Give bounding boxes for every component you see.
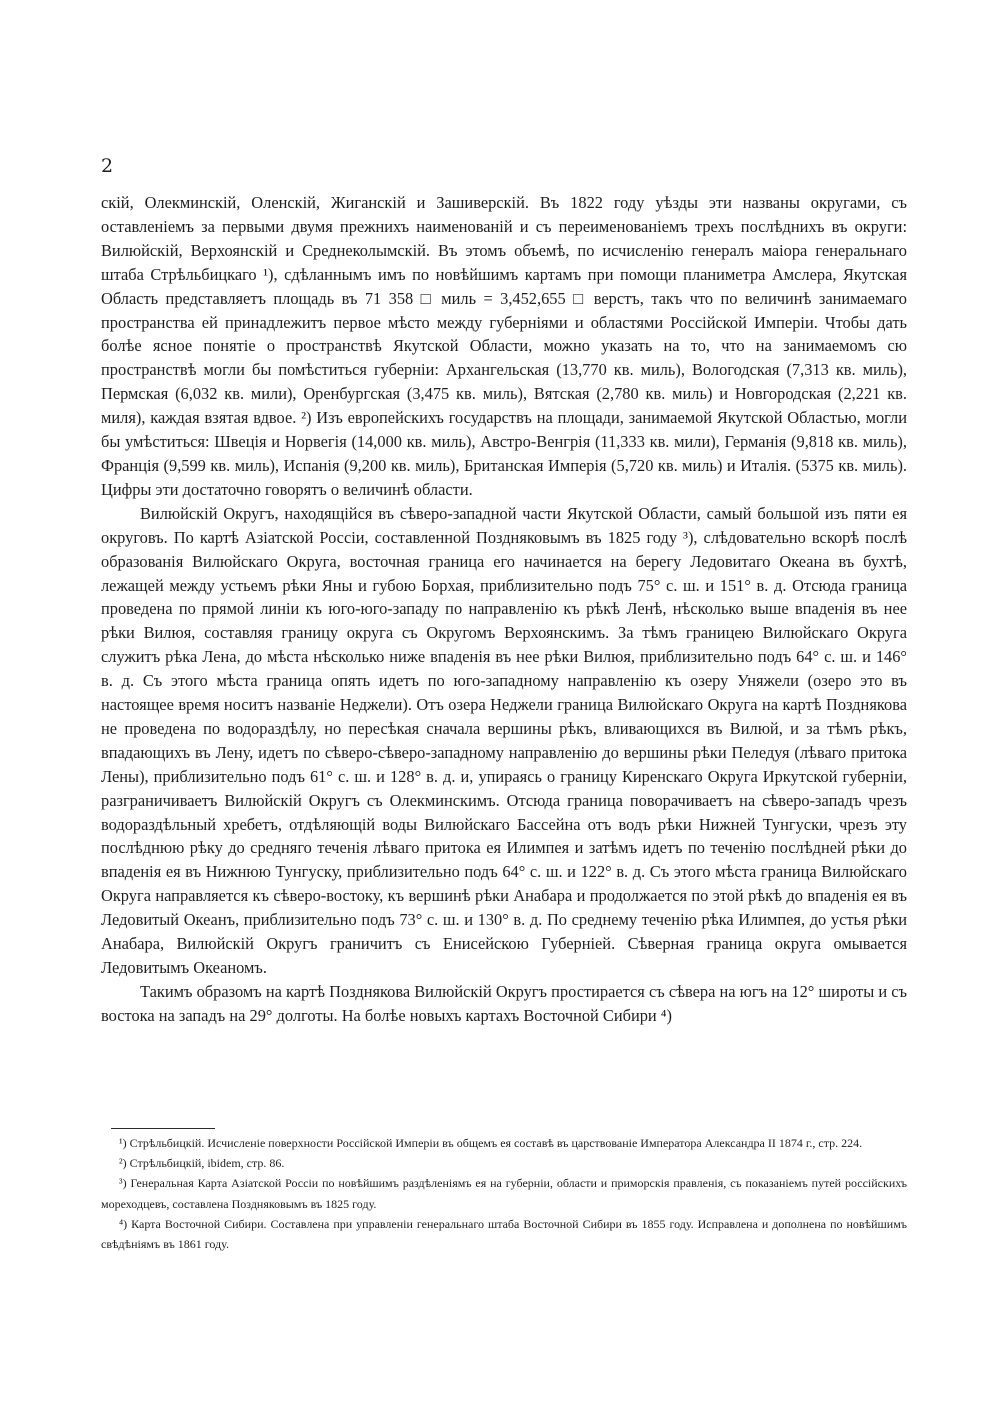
footnote-1: ¹) Стрѣльбицкій. Исчисленіе поверхности Россійской Имперіи въ общемъ ея составѣ въ царствованіе Императора Александра II 1874 г., стр. 224. [119,1136,863,1150]
paragraph-3: Такимъ образомъ на картѣ Позднякова Вилюйскій Округъ простирается съ сѣвера на югъ на 12° широты и съ востока на западъ на 29° долготы. На болѣе новыхъ картахъ Восточной Сибири ⁴) [101,981,907,1025]
footnote-2: ²) Стрѣльбицкій, ibidem, стр. 86. [119,1156,285,1171]
footnote-4: ⁴) Карта Восточной Сибири. Составлена при управленіи генеральнаго штаба Восточной Сибири въ 1855 году. Исправлена и дополнена по новѣйшимъ свѣдѣніямъ въ 1861 году. [101,1216,907,1252]
paragraph-2: Вилюйскій Округъ, находящійся въ сѣверо-западной части Якутской Области, самый большой изъ пяти ея округовъ. По картѣ Азіатской Россіи, составленной Поздняковымъ въ 1825 году ³), слѣдовательно вскорѣ послѣ образованія Вилюйскаго Округа, восточная граница его начинается на берегу Ледовитаго Океана въ бухтѣ, лежащей между устьемъ рѣки Яны и губою Борхая, приблизительно подъ 75° с. ш. и 151° в. д. Отсюда граница проведена по прямой линіи къ юго-юго-западу по направленію къ рѣкѣ Ленѣ, нѣсколько выше впаденія въ нее рѣки Вилюя, составляя границу округа съ Округомъ Верхоянскимъ. За тѣмъ границею Вилюйскаго Округа служитъ рѣка Лена, до мѣста нѣсколько ниже впаденія въ нее рѣки Вилюя, приблизительно подъ 64° с. ш. и 146° в. д. Съ этого мѣста граница опять идетъ по юго-западному направленію къ озеру Уняжели (озеро это въ настоящее время носитъ названіе Неджели). Отъ озера Неджели граница Вилюйскаго Округа на картѣ Позднякова не проведена по водораздѣлу, но пересѣкая сначала вершины рѣкъ, вливающихся въ Вилюй, и за тѣмъ рѣкъ, впадающихъ въ Лену, идетъ по сѣверо-сѣверо-западному направленію до вершины рѣки Пеледуя (лѣваго притока Лены), приблизительно подъ 61° с. ш. и 128° в. д. и, упираясь о границу Киренскаго Округа Иркутской губерніи, разграничиваетъ Вилюйскій Округъ съ Олекминскимъ. Отсюда граница поворачиваетъ на сѣверо-западъ чрезъ водораздѣльный хребетъ, отдѣляющій воды Вилюйскаго Бассейна отъ водъ рѣки Нижней Тунгуски, чрезъ эту послѣднюю рѣку до средняго теченія лѣваго притока ея Илимпея и затѣмъ идетъ по теченію послѣдней рѣки до впаденія ея въ Нижнюю Тунгуску, приблизительно подъ 64° с. ш. и 122° в. д. Съ этого мѣста граница Вилюйскаго Округа направляется къ сѣверо-востоку, къ вершинѣ рѣки Анабара и продолжается по этой рѣкѣ до впаденія ея въ Ледовитый Океанъ, приблизительно подъ 73° с. ш. и 130° в. д. По среднему теченію рѣка Илимпея, до устья рѣки Анабара, Вилюйскій Округъ граничитъ съ Енисейскою Губерніей. Сѣверная граница округа омывается Ледовитымъ Океаномъ. [101,503,907,977]
body-text [101,191,907,1028]
footnotes [101,1133,907,1254]
footnote-3: ³) Генеральная Карта Азіатской Россіи по новѣйшимъ раздѣленіямъ ея на губерніи, области и приморскія правленія, съ показаніемъ путей россійскихъ мореходцевъ, составлена Поздняковымъ въ 1825 году. [101,1176,907,1211]
paragraph-1: скій, Олекминскій, Оленскій, Жиганскій и Зашиверскій. Въ 1822 году уѣзды эти названы округами, съ оставленіемъ за первыми двумя прежнихъ наименованій и съ переименованіемъ трехъ послѣднихъ въ округи: Вилюйскій, Верхоянскій и Среднеколымскій. Въ этомъ объемѣ, по исчисленію генералъ маіора генеральнаго штаба Стрѣльбицкаго ¹), сдѣланнымъ имъ по новѣйшимъ картамъ при помощи планиметра Амслера, Якутская Область представляетъ площадь въ 71 358 □ миль = 3,452,655 □ верстъ, такъ что по величинѣ занимаемаго пространства ей принадлежитъ первое мѣсто между губерніями и областями Россійской Имперіи. Чтобы дать болѣе ясное понятіе о пространствѣ Якутской Области, можно указать на то, что на занимаемомъ сю пространствѣ могли бы помѣститься губерніи: Архангельская (13,770 кв. миль), Вологодская (7,313 кв. миль), Пермская (6,032 кв. мили), Оренбургская (3,475 кв. миль), Вятская (2,780 кв. миль) и Новгородская (2,221 кв. миля), каждая взятая вдвое. ²) Изъ европейскихъ государствъ на площади, занимаемой Якутской Областью, могли бы умѣститься: Швеція и Норвегія (14,000 кв. миль), Австро-Венгрія (11,333 кв. мили), Германія (9,818 кв. миль), Франція (9,599 кв. миль), Испанія (9,200 кв. миль), Британская Имперія (5,720 кв. миль) и Италія. (5375 кв. миль). Цифры эти достаточно говорятъ о величинѣ области. [101,193,907,499]
page-number: 2 [101,155,114,177]
footnote-divider [111,1128,215,1129]
